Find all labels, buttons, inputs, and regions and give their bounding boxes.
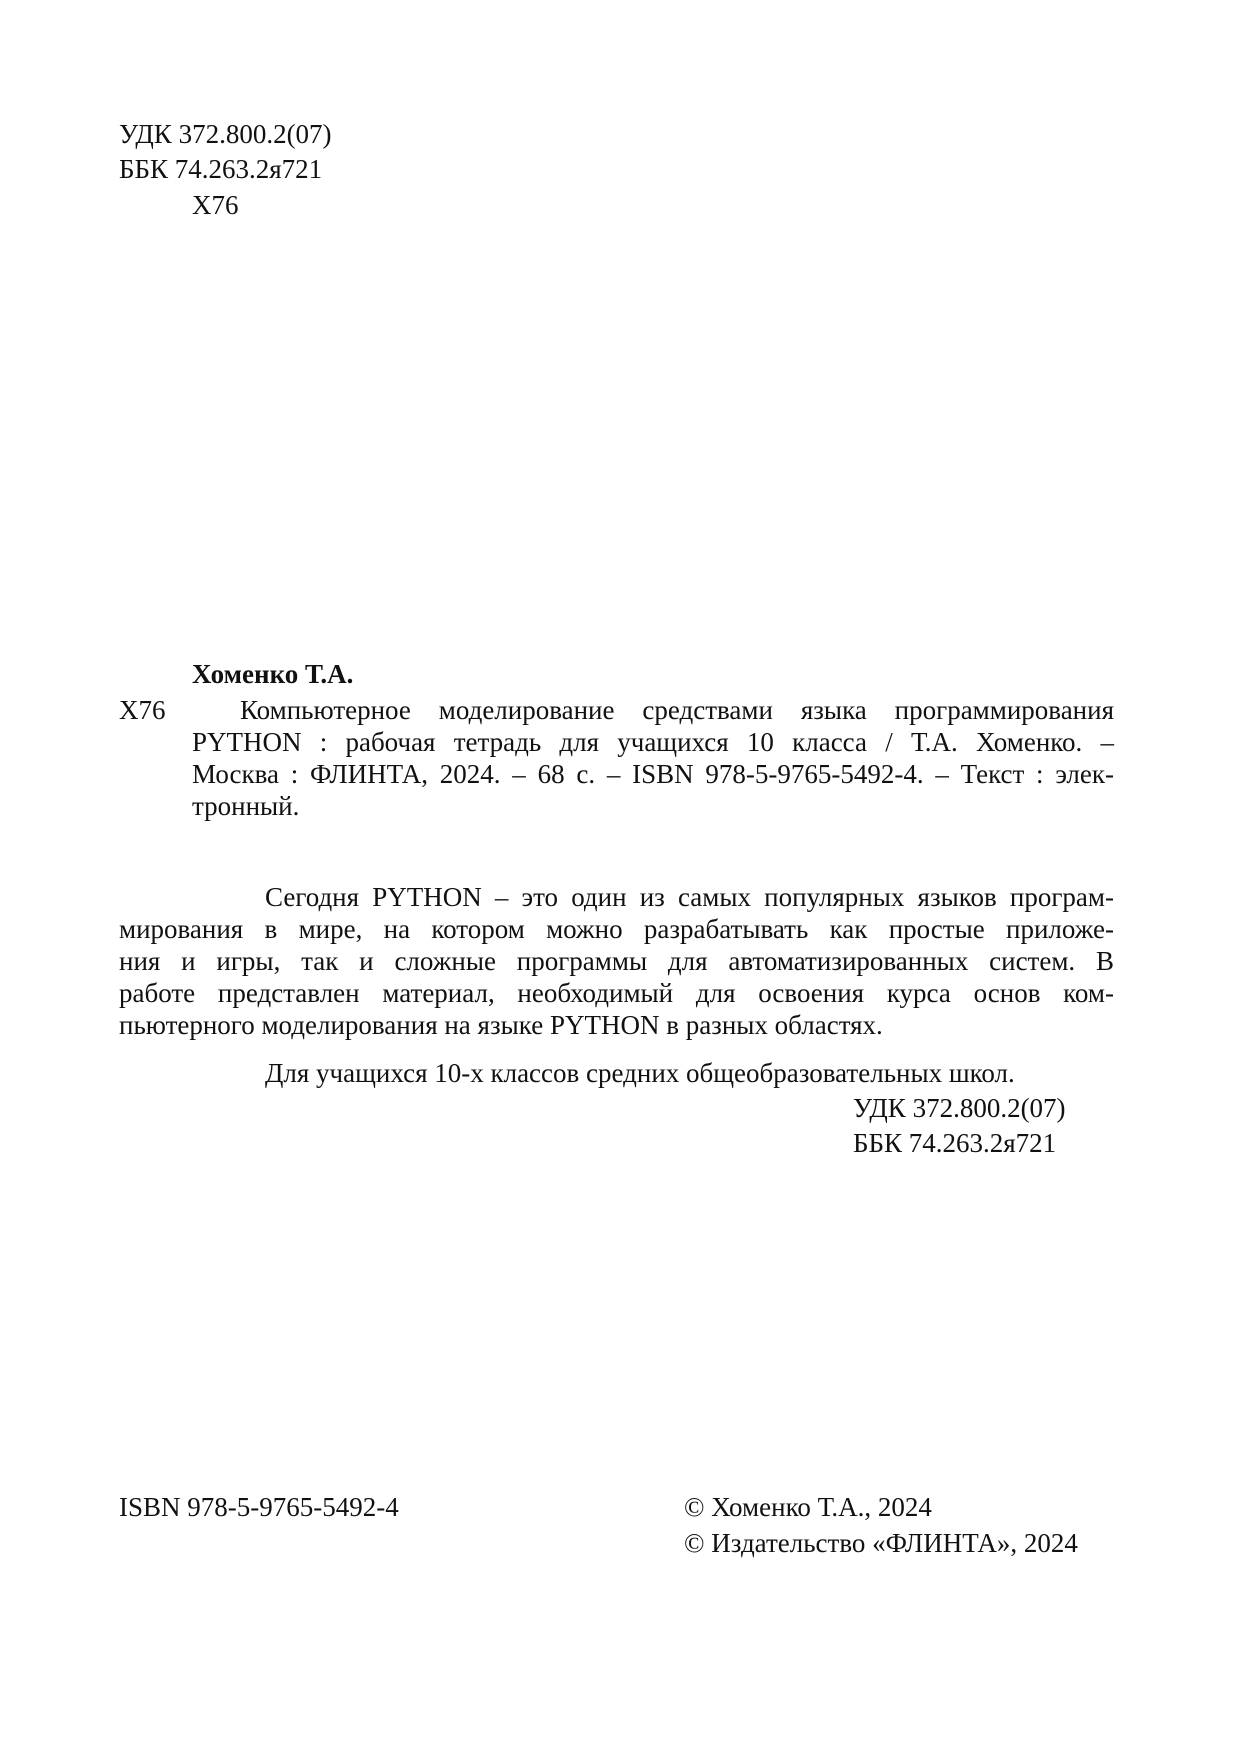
annotation-line: пьютерного моделирования на языке PYTHON в разных областях.	[119, 1010, 883, 1040]
record-author: Хоменко Т.А.	[192, 659, 354, 689]
annotation	[119, 881, 1114, 1041]
annotation-line: Сегодня PYTHON – это один из самых популярных языков програм-	[265, 882, 1114, 912]
record-line: тронный.	[192, 791, 300, 821]
annotation-line: работе представлен материал, необходимый для освоения курса основ ком-	[119, 978, 1114, 1008]
annotation-line: ния и игры, так и сложные программы для автоматизированных систем. В	[119, 946, 1114, 976]
header-bbk: ББК 74.263.2я721	[119, 154, 323, 184]
footer-copyright-publisher: © Издательство «ФЛИНТА», 2024	[684, 1528, 1078, 1558]
record-description	[192, 694, 1114, 822]
annotation-audience: Для учащихся 10-х классов средних общеобразовательных школ.	[265, 1058, 1015, 1088]
header-udk: УДК 372.800.2(07)	[119, 119, 332, 149]
footer-copyright-author: © Хоменко Т.А., 2024	[684, 1492, 932, 1522]
record-line: PYTHON : рабочая тетрадь для учащихся 10 класса / Т.А. Хоменко. –	[192, 727, 1114, 757]
header-author-code: Х76	[192, 190, 239, 220]
record-line: Москва : ФЛИНТА, 2024. – 68 с. – ISBN 978-5-9765-5492-4. – Текст : элек-	[192, 759, 1114, 789]
annotation-line: мирования в мире, на котором можно разрабатывать как простые приложе-	[119, 914, 1114, 944]
annotation-bbk: ББК 74.263.2я721	[853, 1128, 1057, 1158]
annotation-udk: УДК 372.800.2(07)	[853, 1093, 1066, 1123]
record-side-code: Х76	[119, 695, 166, 725]
footer-isbn: ISBN 978-5-9765-5492-4	[119, 1492, 399, 1522]
record-line: Компьютерное моделирование средствами языка программирования	[240, 695, 1114, 725]
